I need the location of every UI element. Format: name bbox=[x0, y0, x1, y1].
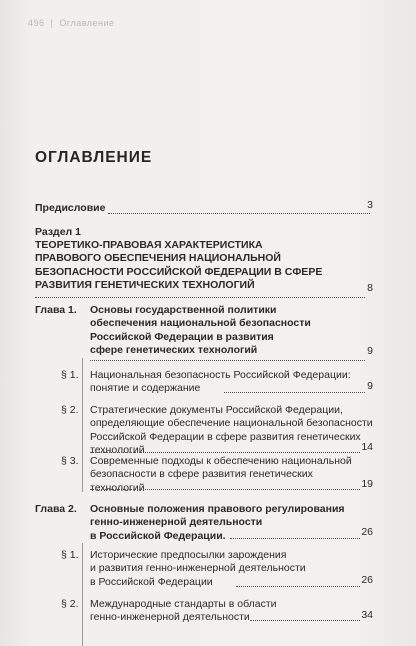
toc-preface-label[interactable]: Предисловие bbox=[35, 202, 106, 214]
toc-part-title-line: БЕЗОПАСНОСТИ РОССИЙСКОЙ ФЕДЕРАЦИИ В СФЕРЕ bbox=[35, 265, 323, 278]
toc-part-title[interactable] bbox=[35, 239, 322, 293]
running-head-separator: | bbox=[50, 18, 54, 28]
toc-section-page: 14 bbox=[361, 441, 373, 453]
toc-section-title-line: и развития генно-инженерной деятельности bbox=[90, 562, 306, 575]
toc-part-title-line: ПРАВОВОГО ОБЕСПЕЧЕНИЯ НАЦИОНАЛЬНОЙ bbox=[35, 252, 281, 265]
toc-leader bbox=[90, 452, 360, 453]
section-divider-line bbox=[82, 358, 83, 492]
toc-chapter-title-line: в Российской Федерации. bbox=[90, 529, 226, 542]
toc-section-page: 26 bbox=[361, 574, 373, 586]
toc-preface-page: 3 bbox=[367, 199, 373, 211]
toc-chapter-title-line: Основы государственной политики bbox=[90, 304, 277, 316]
toc-section-title-line: Стратегические документы Российской Федерации, bbox=[90, 404, 343, 416]
toc-section-number: § 1. bbox=[61, 549, 79, 561]
toc-section-number: § 2. bbox=[61, 598, 79, 610]
toc-section-title-line: Исторические предпосылки зарождения bbox=[90, 549, 287, 561]
toc-chapter-title-line: сфере генетических технологий bbox=[90, 344, 258, 357]
toc-section-title-line: понятие и содержание bbox=[90, 382, 201, 395]
toc-part-page: 8 bbox=[367, 282, 373, 294]
toc-chapter-title-line: Основные положения правового регулирования bbox=[90, 503, 345, 515]
toc-leader bbox=[35, 297, 365, 298]
toc-chapter-label: Глава 1. bbox=[35, 304, 77, 316]
toc-leader bbox=[108, 213, 370, 214]
toc-leader bbox=[90, 489, 360, 490]
toc-part-title-line: РАЗВИТИЯ ГЕНЕТИЧЕСКИХ ТЕХНОЛОГИЙ bbox=[35, 279, 255, 292]
toc-section-title-line: технологий bbox=[90, 444, 145, 457]
toc-leader bbox=[90, 360, 365, 361]
toc-section-title-line: безопасности в сфере развития генетических bbox=[90, 468, 313, 481]
toc-section-title-line: определяющие обеспечение национальной безопасности bbox=[90, 417, 373, 430]
toc-chapter-title-line: генно-инженерной деятельности bbox=[90, 516, 263, 529]
running-head bbox=[28, 18, 115, 28]
toc-leader bbox=[224, 392, 365, 393]
toc-section-page: 9 bbox=[367, 380, 373, 392]
toc-chapter-title-line: обеспечения национальной безопасности bbox=[90, 317, 311, 330]
toc-leader bbox=[236, 586, 360, 587]
running-head-page-number: 496 bbox=[28, 18, 45, 28]
toc-chapter-label: Глава 2. bbox=[35, 503, 77, 515]
toc-chapter-title-line: Российской Федерации в развития bbox=[90, 330, 274, 343]
toc-section-title[interactable] bbox=[90, 598, 277, 625]
toc-section-page: 34 bbox=[361, 609, 373, 621]
toc-leader bbox=[250, 620, 360, 621]
running-head-section: Оглавление bbox=[59, 18, 115, 28]
toc-section-title-line: Российской Федерации в сфере развития генетических bbox=[90, 430, 361, 443]
toc-section-title-line: технологий bbox=[90, 481, 145, 494]
toc-section-number: § 3. bbox=[61, 455, 79, 467]
toc-part-title-line: ТЕОРЕТИКО-ПРАВОВАЯ ХАРАКТЕРИСТИКА bbox=[35, 239, 263, 251]
toc-chapter-title[interactable] bbox=[90, 304, 311, 358]
toc-section-title-line: генно-инженерной деятельности bbox=[90, 611, 250, 624]
toc-section-page: 19 bbox=[361, 478, 373, 490]
toc-section-title[interactable] bbox=[90, 549, 306, 589]
toc-chapter-page: 26 bbox=[361, 526, 373, 538]
toc-section-title-line: в Российской Федерации bbox=[90, 575, 213, 588]
toc-leader bbox=[230, 538, 360, 539]
toc-section-number: § 2. bbox=[61, 404, 79, 416]
toc-section-title-line: Национальная безопасность Российской Федерации: bbox=[90, 369, 351, 381]
toc-section-number: § 1. bbox=[61, 369, 79, 381]
toc-section-title-line: Международные стандарты в области bbox=[90, 598, 277, 610]
toc-part-label: Раздел 1 bbox=[35, 226, 81, 238]
toc-chapter-page: 9 bbox=[367, 345, 373, 357]
toc-section-title-line: Современные подходы к обеспечению национальной bbox=[90, 455, 352, 467]
toc-section-title[interactable] bbox=[90, 404, 373, 458]
toc-title: ОГЛАВЛЕНИЕ bbox=[35, 149, 153, 166]
section-divider-line bbox=[82, 543, 83, 646]
